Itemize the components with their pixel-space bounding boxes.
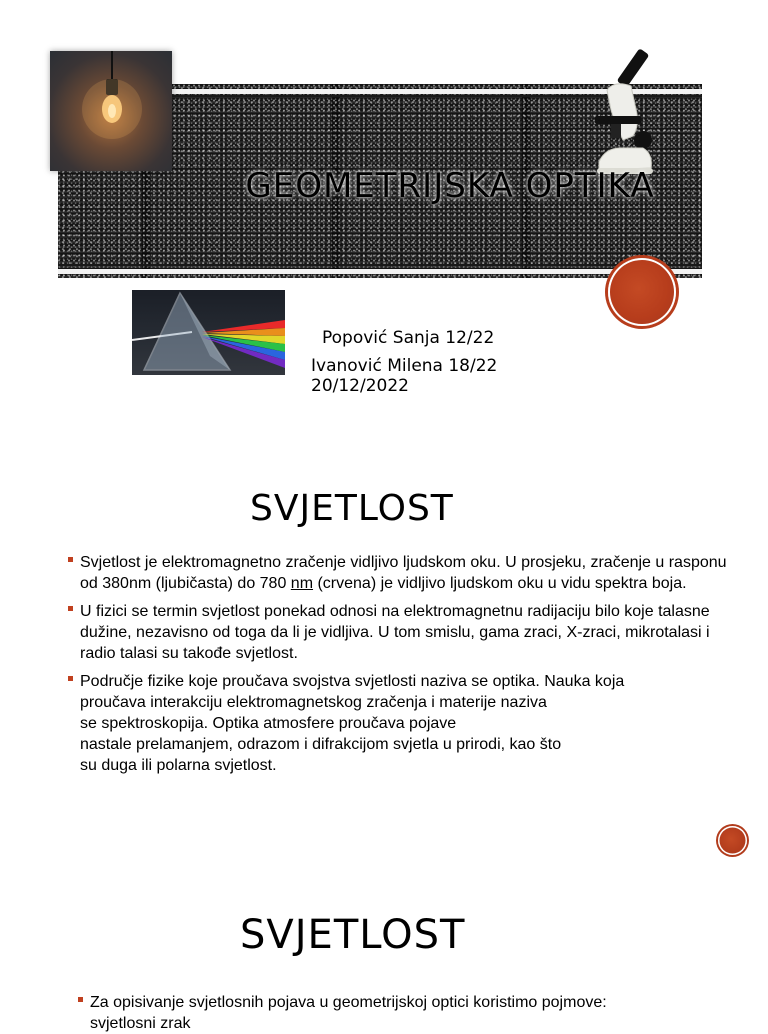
- bullet-line: proučava interakciju elektromagnetskog zračenja i materije naziva: [80, 694, 547, 711]
- banner-bottom-line: [58, 264, 702, 266]
- bullet-text: U fizici se termin svjetlost ponekad odnosi na elektromagnetnu radijaciju bilo koje talasne dužine, nezavisno od toga da li je vidljiva. U tom smislu, gama zraci, X-zraci, mikrotalasi i radio talasi su takođe svjetlost.: [80, 603, 710, 662]
- decorative-circle-large: [608, 258, 676, 326]
- microscope-icon: [585, 44, 665, 179]
- nm-link[interactable]: nm: [290, 575, 314, 592]
- bullet-marker: [68, 606, 73, 611]
- slide2-bullet-list: [68, 552, 728, 783]
- bullet-text: Svjetlost je elektromagnetno zračenje vidljivo ljudskom oku. U prosjeku, zračenje u rasponu od 380nm (ljubičasta) do 780: [80, 554, 727, 592]
- bullet-text: (crvena) je vidljivo ljudskom oku u vidu spektra boja.: [313, 575, 687, 592]
- bullet-text: Za opisivanje svjetlosnih pojava u geometrijskoj optici koristimo pojmove:: [90, 994, 607, 1011]
- bullet-line: su duga ili polarna svjetlost.: [80, 757, 277, 774]
- bullet-line: Područje fizike koje proučava svojstva svjetlosti naziva se optika. Nauka koja: [80, 673, 625, 690]
- list-item: [68, 601, 728, 664]
- list-item: [68, 552, 728, 594]
- bullet-text: svjetlosni zrak: [90, 1015, 191, 1032]
- banner-bottom-stripe: [58, 269, 702, 274]
- bullet-line: se spektroskopija. Optika atmosfere proučava pojave: [80, 715, 457, 732]
- bullet-line: nastale prelamanjem, odrazom i difrakcijom svjetla u prirodi, kao što: [80, 736, 562, 753]
- bullet-marker: [78, 997, 83, 1002]
- list-item: [78, 992, 738, 1034]
- presentation-title: GEOMETRIJSKA OPTIKA: [245, 166, 655, 206]
- slide2-heading: SVJETLOST: [250, 488, 454, 529]
- author-1: Popović Sanja 12/22: [322, 328, 495, 348]
- list-item: [68, 671, 728, 776]
- bullet-marker: [68, 557, 73, 562]
- bullet-marker: [68, 676, 73, 681]
- light-bulb-photo: [50, 51, 172, 171]
- prism-photo: [132, 290, 285, 375]
- slide3-heading: SVJETLOST: [240, 912, 466, 958]
- presentation-date: 20/12/2022: [311, 376, 409, 396]
- decorative-circle-small: [718, 826, 747, 855]
- slide3-bullet-list: [78, 992, 738, 1034]
- author-2: Ivanović Milena 18/22: [311, 356, 498, 376]
